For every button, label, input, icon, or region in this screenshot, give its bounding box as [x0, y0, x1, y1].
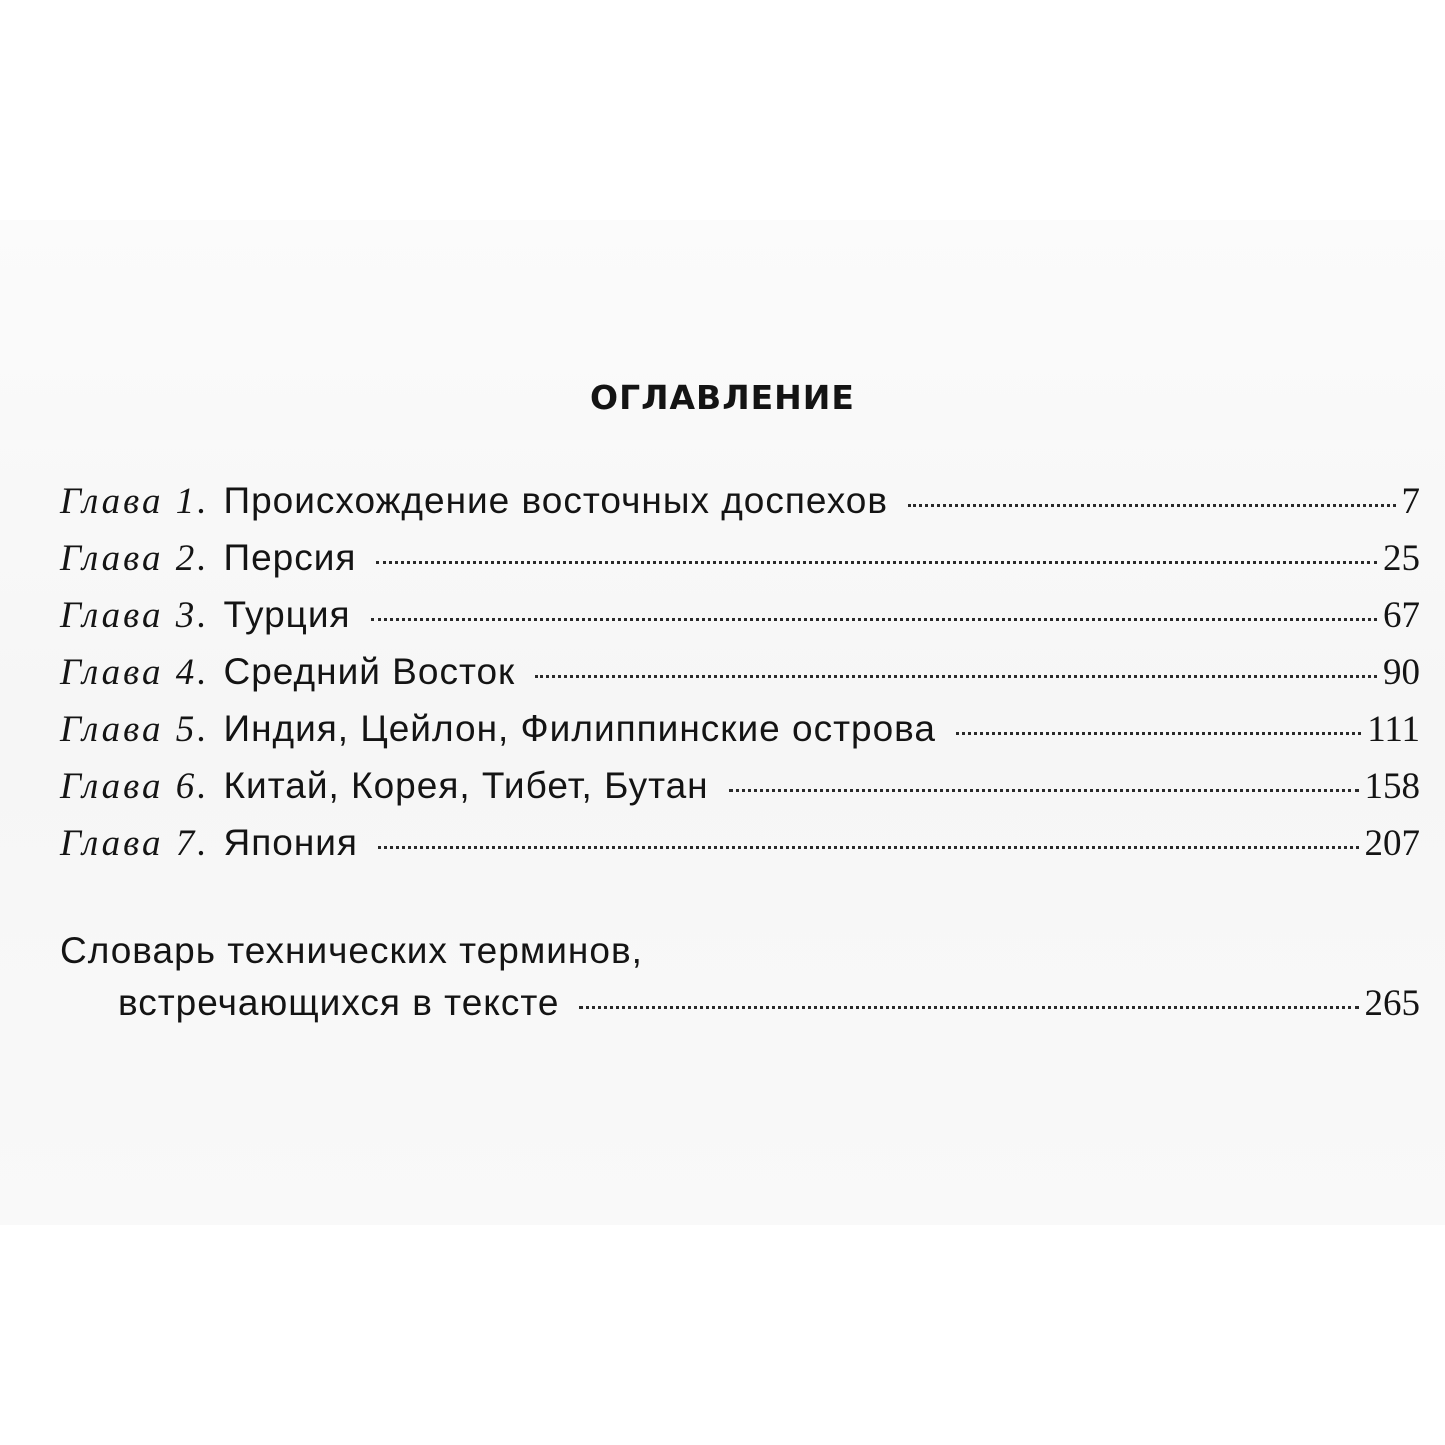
chapter-title: Персия	[223, 537, 357, 578]
toc-entry-chapter-6	[60, 765, 1420, 822]
dot-leader	[376, 561, 1377, 564]
toc-entry-chapter-3	[60, 594, 1420, 651]
dot-leader	[378, 846, 1359, 849]
toc-entry-glossary	[60, 930, 1420, 1042]
chapter-number: Глава 6.	[60, 766, 210, 807]
chapter-number: Глава 5.	[60, 709, 210, 750]
toc-entry-chapter-2	[60, 537, 1420, 594]
dot-leader	[956, 732, 1361, 735]
chapter-title: Китай, Корея, Тибет, Бутан	[223, 765, 709, 806]
dot-leader	[729, 789, 1359, 792]
page-number: 207	[1364, 823, 1420, 864]
dot-leader	[371, 618, 1377, 621]
dot-leader	[535, 675, 1377, 678]
glossary-title-line-2: встречающихся в тексте	[118, 982, 560, 1023]
chapter-title: Япония	[223, 822, 358, 863]
glossary-title-line-1: Словарь технических терминов,	[60, 930, 643, 971]
chapter-title: Средний Восток	[223, 651, 516, 692]
chapter-title: Происхождение восточных доспехов	[223, 480, 889, 521]
chapter-number: Глава 4.	[60, 652, 210, 693]
page-number: 90	[1383, 652, 1420, 693]
chapter-number: Глава 1.	[60, 481, 210, 522]
toc-entry-chapter-7	[60, 822, 1420, 879]
page-number: 111	[1367, 709, 1420, 750]
dot-leader	[908, 504, 1395, 507]
chapter-title: Индия, Цейлон, Филиппинские острова	[223, 708, 936, 749]
toc-entry-chapter-4	[60, 651, 1420, 708]
table-of-contents	[60, 480, 1420, 879]
chapter-number: Глава 7.	[60, 823, 210, 864]
page-number: 25	[1383, 538, 1420, 579]
toc-entry-chapter-5	[60, 708, 1420, 765]
dot-leader	[579, 1006, 1358, 1009]
page-title: ОГЛАВЛЕНИЕ	[590, 378, 855, 417]
chapter-number: Глава 3.	[60, 595, 210, 636]
page-number: 265	[1364, 983, 1420, 1024]
page-number: 7	[1401, 481, 1420, 522]
page-number: 158	[1364, 766, 1420, 807]
toc-entry-chapter-1	[60, 480, 1420, 537]
chapter-number: Глава 2.	[60, 538, 210, 579]
chapter-title: Турция	[223, 594, 351, 635]
page-number: 67	[1383, 595, 1420, 636]
glossary-row	[60, 982, 1420, 1042]
